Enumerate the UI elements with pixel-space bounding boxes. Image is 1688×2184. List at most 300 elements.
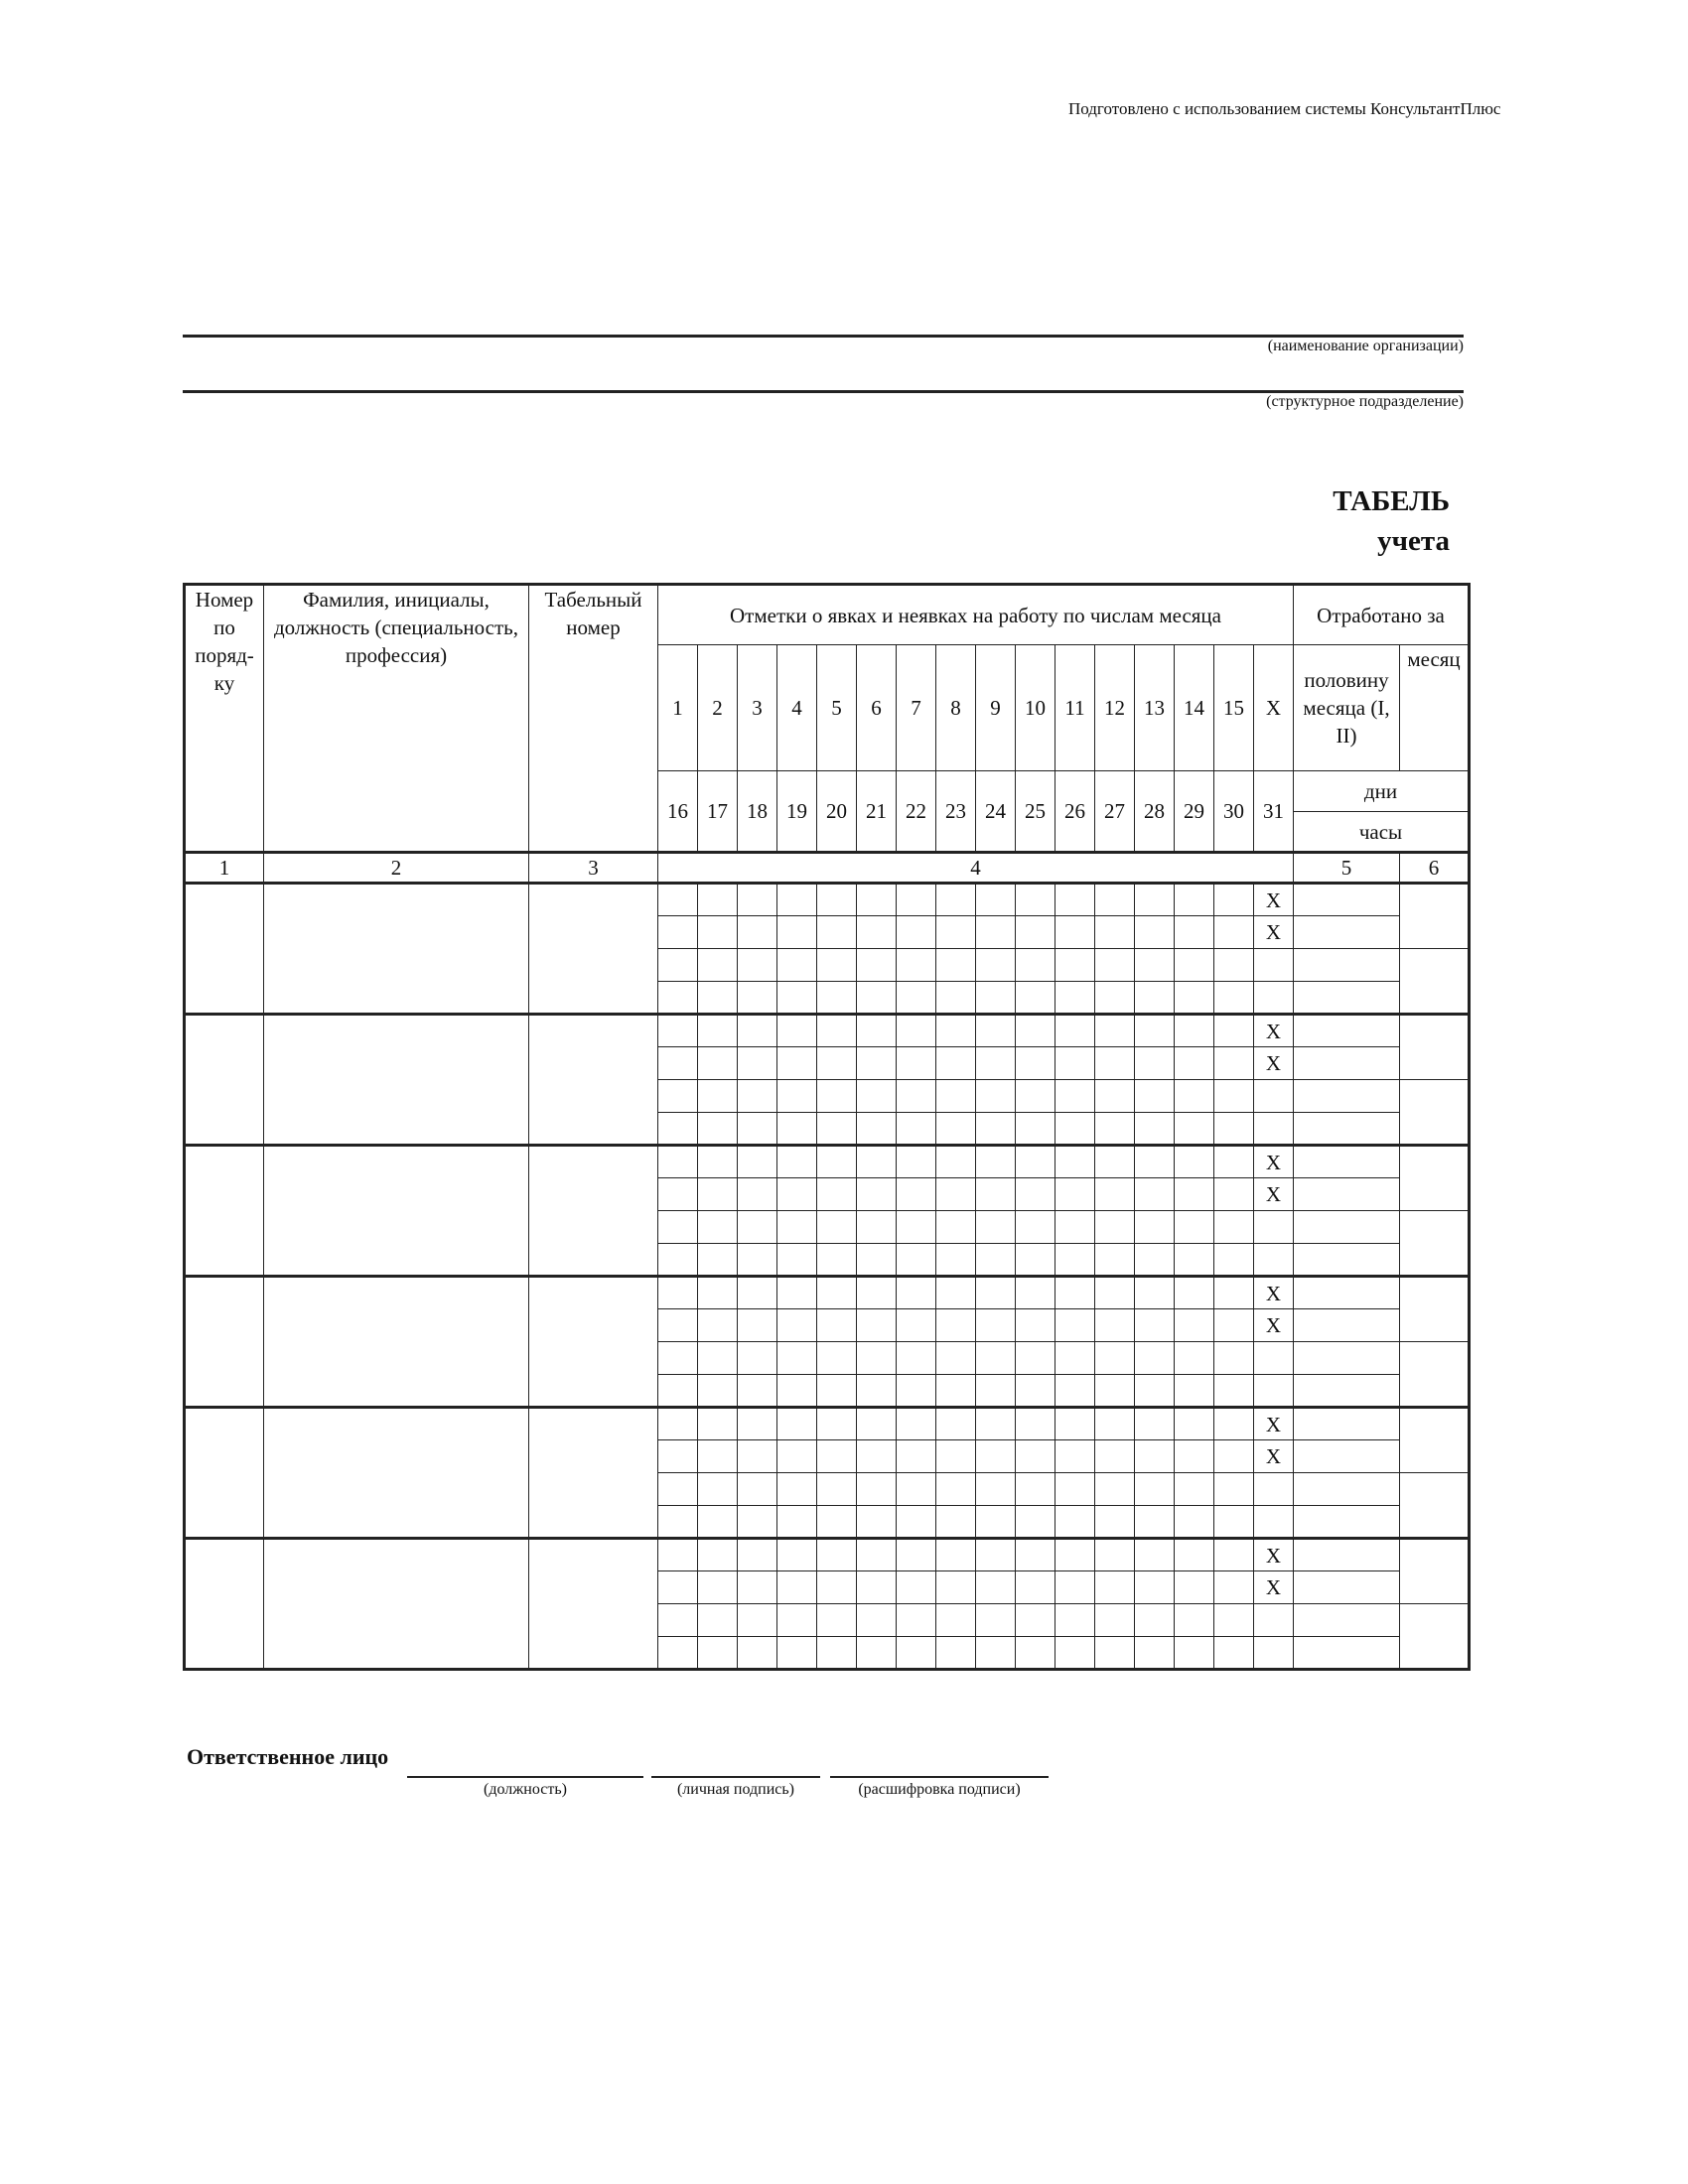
day-mark-cell[interactable]	[817, 1244, 857, 1277]
day-mark-cell[interactable]	[698, 982, 738, 1015]
day-mark-cell[interactable]	[1016, 1539, 1055, 1571]
day-mark-cell[interactable]	[1214, 1277, 1254, 1309]
day-mark-cell[interactable]	[1175, 1408, 1214, 1440]
day-mark-cell[interactable]	[817, 1309, 857, 1342]
day-mark-cell[interactable]	[1055, 982, 1095, 1015]
day-mark-cell[interactable]	[1135, 1604, 1175, 1637]
day-mark-cell[interactable]	[698, 1146, 738, 1178]
day-mark-cell[interactable]	[698, 1015, 738, 1047]
day-mark-cell[interactable]	[857, 1440, 897, 1473]
day-mark-cell[interactable]	[1175, 1047, 1214, 1080]
day-mark-cell[interactable]	[1055, 1047, 1095, 1080]
day-mark-cell[interactable]	[1135, 1277, 1175, 1309]
day-mark-cell[interactable]	[698, 1473, 738, 1506]
day-mark-cell[interactable]	[1214, 1375, 1254, 1408]
day-mark-cell[interactable]	[738, 1080, 777, 1113]
day-mark-cell[interactable]	[897, 1342, 936, 1375]
day-mark-cell[interactable]	[897, 1146, 936, 1178]
day-mark-cell[interactable]	[1095, 1178, 1135, 1211]
day-mark-cell[interactable]	[1175, 982, 1214, 1015]
day-mark-cell[interactable]	[817, 1604, 857, 1637]
day-mark-cell[interactable]	[1016, 1211, 1055, 1244]
day-mark-cell[interactable]	[857, 1211, 897, 1244]
day-mark-cell[interactable]	[1175, 1440, 1214, 1473]
day-mark-cell[interactable]	[777, 1146, 817, 1178]
day-mark-cell[interactable]	[1055, 1309, 1095, 1342]
day-mark-cell[interactable]	[1095, 1047, 1135, 1080]
day-mark-cell[interactable]	[698, 1604, 738, 1637]
day-mark-cell[interactable]	[897, 1080, 936, 1113]
day-mark-cell[interactable]	[1095, 1113, 1135, 1146]
day-mark-cell[interactable]	[698, 1408, 738, 1440]
day-mark-cell[interactable]	[1016, 1047, 1055, 1080]
day-mark-cell[interactable]	[738, 1604, 777, 1637]
day-mark-cell[interactable]	[1175, 1080, 1214, 1113]
month-total-cell[interactable]	[1400, 1146, 1470, 1211]
day-mark-cell[interactable]	[976, 1113, 1016, 1146]
day-mark-cell[interactable]	[936, 1440, 976, 1473]
day-mark-cell[interactable]	[857, 916, 897, 949]
day-mark-cell[interactable]	[936, 1080, 976, 1113]
day-mark-cell[interactable]	[698, 949, 738, 982]
half-month-cell[interactable]	[1294, 1113, 1400, 1146]
day-mark-cell[interactable]	[1095, 1506, 1135, 1539]
day-mark-cell[interactable]	[658, 1473, 698, 1506]
day-mark-cell[interactable]	[1254, 1244, 1294, 1277]
day-mark-cell[interactable]	[1254, 1342, 1294, 1375]
day-mark-cell[interactable]	[1095, 1309, 1135, 1342]
day-mark-cell[interactable]	[738, 1571, 777, 1604]
day-mark-cell[interactable]	[1095, 1015, 1135, 1047]
day-mark-cell[interactable]	[738, 1178, 777, 1211]
day-mark-cell[interactable]	[897, 1211, 936, 1244]
employee-number-cell[interactable]	[185, 884, 264, 1015]
day-mark-cell[interactable]	[1135, 982, 1175, 1015]
day-mark-cell[interactable]	[1055, 1211, 1095, 1244]
day-mark-cell[interactable]	[738, 1375, 777, 1408]
day-mark-cell[interactable]	[1016, 1604, 1055, 1637]
day-mark-cell[interactable]	[897, 949, 936, 982]
day-mark-cell[interactable]	[738, 1047, 777, 1080]
day-mark-cell[interactable]	[897, 982, 936, 1015]
day-mark-cell[interactable]	[1135, 916, 1175, 949]
day-mark-cell[interactable]	[817, 1408, 857, 1440]
day-mark-cell[interactable]	[698, 1506, 738, 1539]
day-mark-cell[interactable]	[1135, 1178, 1175, 1211]
day-mark-cell[interactable]	[777, 1539, 817, 1571]
day-mark-cell[interactable]	[777, 1244, 817, 1277]
day-mark-cell[interactable]	[1254, 982, 1294, 1015]
day-mark-cell[interactable]	[1055, 1408, 1095, 1440]
day-mark-cell[interactable]	[857, 1637, 897, 1670]
day-mark-cell[interactable]	[738, 1244, 777, 1277]
day-mark-cell[interactable]	[1175, 949, 1214, 982]
day-mark-cell[interactable]	[1095, 916, 1135, 949]
day-mark-cell[interactable]	[817, 1342, 857, 1375]
day-mark-cell[interactable]	[1175, 1571, 1214, 1604]
day-mark-cell[interactable]	[1175, 1604, 1214, 1637]
day-mark-cell[interactable]	[1055, 1473, 1095, 1506]
day-mark-cell[interactable]	[1254, 1506, 1294, 1539]
half-month-cell[interactable]	[1294, 949, 1400, 982]
day-mark-cell[interactable]	[658, 1146, 698, 1178]
day-mark-cell[interactable]	[698, 1342, 738, 1375]
day-mark-cell[interactable]	[976, 1015, 1016, 1047]
day-mark-cell[interactable]	[698, 1244, 738, 1277]
month-total-cell[interactable]	[1400, 1277, 1470, 1342]
day-mark-cell[interactable]	[777, 1178, 817, 1211]
day-mark-cell[interactable]	[976, 1473, 1016, 1506]
day-mark-cell[interactable]	[738, 916, 777, 949]
day-mark-cell[interactable]	[817, 949, 857, 982]
day-mark-cell[interactable]	[658, 982, 698, 1015]
day-mark-cell[interactable]	[936, 916, 976, 949]
day-mark-cell[interactable]	[1135, 1113, 1175, 1146]
half-month-cell[interactable]	[1294, 1342, 1400, 1375]
day-mark-cell[interactable]	[1175, 1309, 1214, 1342]
employee-number-cell[interactable]	[185, 1408, 264, 1539]
day-mark-cell[interactable]	[817, 1015, 857, 1047]
day-mark-cell[interactable]	[1254, 1080, 1294, 1113]
day-mark-cell[interactable]	[857, 1473, 897, 1506]
day-mark-cell[interactable]	[1214, 1342, 1254, 1375]
day-mark-cell[interactable]	[1135, 949, 1175, 982]
day-mark-cell[interactable]	[976, 1080, 1016, 1113]
day-mark-cell[interactable]	[936, 1473, 976, 1506]
day-mark-cell[interactable]	[658, 1571, 698, 1604]
day-mark-cell[interactable]	[658, 1342, 698, 1375]
employee-name-cell[interactable]	[264, 1408, 529, 1539]
day-mark-cell[interactable]	[897, 1604, 936, 1637]
day-mark-cell[interactable]	[658, 1506, 698, 1539]
day-mark-cell[interactable]	[936, 982, 976, 1015]
day-mark-cell[interactable]	[976, 1146, 1016, 1178]
employee-name-cell[interactable]	[264, 884, 529, 1015]
half-month-cell[interactable]	[1294, 1277, 1400, 1309]
signature-line[interactable]	[651, 1776, 820, 1778]
day-mark-cell[interactable]	[936, 1178, 976, 1211]
day-mark-cell[interactable]	[698, 1178, 738, 1211]
day-mark-cell[interactable]	[698, 1440, 738, 1473]
day-mark-cell[interactable]	[1016, 1440, 1055, 1473]
day-mark-cell[interactable]	[1095, 1408, 1135, 1440]
day-mark-cell[interactable]	[1135, 1080, 1175, 1113]
day-mark-cell[interactable]	[976, 1277, 1016, 1309]
day-mark-cell[interactable]	[698, 1571, 738, 1604]
day-mark-cell[interactable]	[817, 1637, 857, 1670]
day-mark-cell[interactable]	[976, 1604, 1016, 1637]
day-mark-cell[interactable]	[658, 1113, 698, 1146]
day-mark-cell[interactable]	[777, 916, 817, 949]
day-mark-cell[interactable]	[897, 1047, 936, 1080]
month-total-cell[interactable]	[1400, 1473, 1470, 1539]
day-mark-cell[interactable]	[1095, 1244, 1135, 1277]
day-mark-cell[interactable]	[817, 1146, 857, 1178]
day-mark-cell[interactable]	[1095, 1211, 1135, 1244]
day-mark-cell[interactable]	[897, 1113, 936, 1146]
day-mark-cell[interactable]	[777, 1047, 817, 1080]
day-mark-cell[interactable]	[658, 1539, 698, 1571]
day-mark-cell[interactable]	[1095, 1637, 1135, 1670]
day-mark-cell[interactable]	[1214, 1113, 1254, 1146]
day-mark-cell[interactable]	[1016, 1277, 1055, 1309]
day-mark-cell[interactable]	[738, 1342, 777, 1375]
day-mark-cell[interactable]	[738, 949, 777, 982]
day-mark-cell[interactable]	[1055, 949, 1095, 982]
half-month-cell[interactable]	[1294, 1178, 1400, 1211]
half-month-cell[interactable]	[1294, 1080, 1400, 1113]
day-mark-cell[interactable]	[777, 1375, 817, 1408]
day-mark-cell[interactable]	[1095, 949, 1135, 982]
day-mark-cell[interactable]	[857, 1015, 897, 1047]
day-mark-cell[interactable]	[1214, 1211, 1254, 1244]
day-mark-cell[interactable]	[777, 1113, 817, 1146]
day-mark-cell[interactable]	[897, 1375, 936, 1408]
day-mark-cell[interactable]	[1135, 1342, 1175, 1375]
day-mark-cell[interactable]	[897, 1539, 936, 1571]
day-mark-cell[interactable]	[1016, 1637, 1055, 1670]
day-mark-cell[interactable]	[857, 1571, 897, 1604]
day-mark-cell[interactable]	[1095, 884, 1135, 916]
day-mark-cell[interactable]	[1055, 1277, 1095, 1309]
day-mark-cell[interactable]	[976, 1408, 1016, 1440]
day-mark-cell[interactable]	[658, 1015, 698, 1047]
day-mark-cell[interactable]	[698, 1080, 738, 1113]
day-mark-cell[interactable]	[1055, 1506, 1095, 1539]
half-month-cell[interactable]	[1294, 1604, 1400, 1637]
day-mark-cell[interactable]	[738, 1015, 777, 1047]
day-mark-cell[interactable]	[777, 884, 817, 916]
day-mark-cell[interactable]	[658, 949, 698, 982]
day-mark-cell[interactable]	[1055, 1080, 1095, 1113]
day-mark-cell[interactable]	[777, 1571, 817, 1604]
day-mark-cell[interactable]	[777, 1309, 817, 1342]
day-mark-cell[interactable]	[817, 982, 857, 1015]
day-mark-cell[interactable]	[897, 1637, 936, 1670]
day-mark-cell[interactable]	[658, 916, 698, 949]
day-mark-cell[interactable]	[1214, 1637, 1254, 1670]
day-mark-cell[interactable]	[1135, 1571, 1175, 1604]
day-mark-cell[interactable]	[1055, 1440, 1095, 1473]
day-mark-cell[interactable]	[698, 1375, 738, 1408]
day-mark-cell[interactable]	[1095, 1604, 1135, 1637]
day-mark-cell[interactable]	[1214, 1539, 1254, 1571]
half-month-cell[interactable]	[1294, 1408, 1400, 1440]
day-mark-cell[interactable]	[857, 1539, 897, 1571]
day-mark-cell[interactable]	[1214, 1244, 1254, 1277]
day-mark-cell[interactable]	[936, 1539, 976, 1571]
day-mark-cell[interactable]	[658, 1178, 698, 1211]
day-mark-cell[interactable]	[738, 1539, 777, 1571]
day-mark-cell[interactable]	[897, 916, 936, 949]
day-mark-cell[interactable]	[1254, 1473, 1294, 1506]
half-month-cell[interactable]	[1294, 1375, 1400, 1408]
day-mark-cell[interactable]	[1175, 1178, 1214, 1211]
day-mark-cell[interactable]	[976, 1440, 1016, 1473]
day-mark-cell[interactable]	[1055, 1571, 1095, 1604]
day-mark-cell[interactable]	[1135, 1211, 1175, 1244]
day-mark-cell[interactable]	[976, 1211, 1016, 1244]
day-mark-cell[interactable]	[1055, 1113, 1095, 1146]
day-mark-cell[interactable]	[897, 1506, 936, 1539]
day-mark-cell[interactable]	[1175, 1277, 1214, 1309]
day-mark-cell[interactable]	[1214, 884, 1254, 916]
day-mark-cell[interactable]	[738, 884, 777, 916]
day-mark-cell[interactable]	[1095, 1375, 1135, 1408]
day-mark-cell[interactable]	[1135, 1473, 1175, 1506]
day-mark-cell[interactable]	[1095, 982, 1135, 1015]
day-mark-cell[interactable]	[857, 1342, 897, 1375]
month-total-cell[interactable]	[1400, 884, 1470, 949]
day-mark-cell[interactable]	[658, 1080, 698, 1113]
day-mark-cell[interactable]	[936, 1342, 976, 1375]
half-month-cell[interactable]	[1294, 1211, 1400, 1244]
day-mark-cell[interactable]	[1016, 884, 1055, 916]
month-total-cell[interactable]	[1400, 1604, 1470, 1670]
day-mark-cell[interactable]	[976, 916, 1016, 949]
day-mark-cell[interactable]	[936, 1637, 976, 1670]
day-mark-cell[interactable]	[1016, 1080, 1055, 1113]
day-mark-cell[interactable]	[1135, 1539, 1175, 1571]
day-mark-cell[interactable]	[817, 916, 857, 949]
day-mark-cell[interactable]	[857, 1408, 897, 1440]
day-mark-cell[interactable]	[976, 1047, 1016, 1080]
day-mark-cell[interactable]	[698, 1047, 738, 1080]
employee-name-cell[interactable]	[264, 1146, 529, 1277]
day-mark-cell[interactable]	[1175, 1539, 1214, 1571]
employee-tabnum-cell[interactable]	[529, 1408, 658, 1539]
day-mark-cell[interactable]	[1016, 949, 1055, 982]
day-mark-cell[interactable]	[1095, 1571, 1135, 1604]
day-mark-cell[interactable]	[1095, 1146, 1135, 1178]
day-mark-cell[interactable]	[817, 1080, 857, 1113]
day-mark-cell[interactable]	[1055, 916, 1095, 949]
half-month-cell[interactable]	[1294, 1146, 1400, 1178]
day-mark-cell[interactable]	[1175, 1637, 1214, 1670]
half-month-cell[interactable]	[1294, 1571, 1400, 1604]
employee-name-cell[interactable]	[264, 1539, 529, 1670]
day-mark-cell[interactable]	[777, 1440, 817, 1473]
day-mark-cell[interactable]	[1175, 1342, 1214, 1375]
day-mark-cell[interactable]	[1254, 1637, 1294, 1670]
month-total-cell[interactable]	[1400, 1539, 1470, 1604]
day-mark-cell[interactable]	[1016, 1309, 1055, 1342]
day-mark-cell[interactable]	[1016, 1342, 1055, 1375]
day-mark-cell[interactable]	[857, 1047, 897, 1080]
half-month-cell[interactable]	[1294, 916, 1400, 949]
day-mark-cell[interactable]	[976, 1244, 1016, 1277]
day-mark-cell[interactable]	[1016, 1015, 1055, 1047]
day-mark-cell[interactable]	[1175, 1244, 1214, 1277]
day-mark-cell[interactable]	[738, 1146, 777, 1178]
day-mark-cell[interactable]	[738, 1440, 777, 1473]
day-mark-cell[interactable]	[1016, 1506, 1055, 1539]
month-total-cell[interactable]	[1400, 1342, 1470, 1408]
day-mark-cell[interactable]	[1095, 1440, 1135, 1473]
day-mark-cell[interactable]	[857, 1506, 897, 1539]
day-mark-cell[interactable]	[1135, 1408, 1175, 1440]
day-mark-cell[interactable]	[817, 1047, 857, 1080]
day-mark-cell[interactable]	[1254, 1375, 1294, 1408]
day-mark-cell[interactable]	[1175, 1375, 1214, 1408]
day-mark-cell[interactable]	[1055, 1375, 1095, 1408]
day-mark-cell[interactable]	[658, 1244, 698, 1277]
day-mark-cell[interactable]	[658, 1211, 698, 1244]
day-mark-cell[interactable]	[698, 1113, 738, 1146]
day-mark-cell[interactable]	[1214, 1604, 1254, 1637]
day-mark-cell[interactable]	[738, 1277, 777, 1309]
day-mark-cell[interactable]	[1214, 1047, 1254, 1080]
day-mark-cell[interactable]	[777, 949, 817, 982]
day-mark-cell[interactable]	[658, 1309, 698, 1342]
day-mark-cell[interactable]	[1135, 1440, 1175, 1473]
day-mark-cell[interactable]	[897, 1015, 936, 1047]
day-mark-cell[interactable]	[1135, 1047, 1175, 1080]
day-mark-cell[interactable]	[1135, 1309, 1175, 1342]
day-mark-cell[interactable]	[1055, 1146, 1095, 1178]
day-mark-cell[interactable]	[1095, 1277, 1135, 1309]
half-month-cell[interactable]	[1294, 1506, 1400, 1539]
day-mark-cell[interactable]	[817, 1440, 857, 1473]
day-mark-cell[interactable]	[1095, 1080, 1135, 1113]
day-mark-cell[interactable]	[1214, 1080, 1254, 1113]
day-mark-cell[interactable]	[857, 1375, 897, 1408]
day-mark-cell[interactable]	[738, 1506, 777, 1539]
day-mark-cell[interactable]	[1214, 1309, 1254, 1342]
day-mark-cell[interactable]	[897, 1309, 936, 1342]
day-mark-cell[interactable]	[738, 1637, 777, 1670]
half-month-cell[interactable]	[1294, 1244, 1400, 1277]
day-mark-cell[interactable]	[777, 1408, 817, 1440]
day-mark-cell[interactable]	[777, 1015, 817, 1047]
day-mark-cell[interactable]	[897, 1440, 936, 1473]
day-mark-cell[interactable]	[1254, 1113, 1294, 1146]
day-mark-cell[interactable]	[1016, 982, 1055, 1015]
day-mark-cell[interactable]	[1055, 1015, 1095, 1047]
day-mark-cell[interactable]	[976, 949, 1016, 982]
half-month-cell[interactable]	[1294, 1539, 1400, 1571]
day-mark-cell[interactable]	[1214, 1146, 1254, 1178]
day-mark-cell[interactable]	[777, 1080, 817, 1113]
employee-tabnum-cell[interactable]	[529, 884, 658, 1015]
day-mark-cell[interactable]	[857, 1080, 897, 1113]
day-mark-cell[interactable]	[698, 1277, 738, 1309]
day-mark-cell[interactable]	[936, 1277, 976, 1309]
day-mark-cell[interactable]	[936, 1604, 976, 1637]
day-mark-cell[interactable]	[976, 1342, 1016, 1375]
day-mark-cell[interactable]	[777, 1342, 817, 1375]
day-mark-cell[interactable]	[1175, 1506, 1214, 1539]
day-mark-cell[interactable]	[1016, 1408, 1055, 1440]
day-mark-cell[interactable]	[738, 1211, 777, 1244]
day-mark-cell[interactable]	[658, 884, 698, 916]
day-mark-cell[interactable]	[817, 884, 857, 916]
day-mark-cell[interactable]	[1175, 1113, 1214, 1146]
day-mark-cell[interactable]	[1214, 1473, 1254, 1506]
day-mark-cell[interactable]	[976, 1375, 1016, 1408]
day-mark-cell[interactable]	[1254, 1604, 1294, 1637]
day-mark-cell[interactable]	[817, 1539, 857, 1571]
day-mark-cell[interactable]	[777, 982, 817, 1015]
day-mark-cell[interactable]	[976, 1539, 1016, 1571]
day-mark-cell[interactable]	[817, 1375, 857, 1408]
day-mark-cell[interactable]	[1055, 1178, 1095, 1211]
day-mark-cell[interactable]	[857, 884, 897, 916]
employee-name-cell[interactable]	[264, 1015, 529, 1146]
half-month-cell[interactable]	[1294, 1637, 1400, 1670]
day-mark-cell[interactable]	[857, 1309, 897, 1342]
day-mark-cell[interactable]	[936, 884, 976, 916]
